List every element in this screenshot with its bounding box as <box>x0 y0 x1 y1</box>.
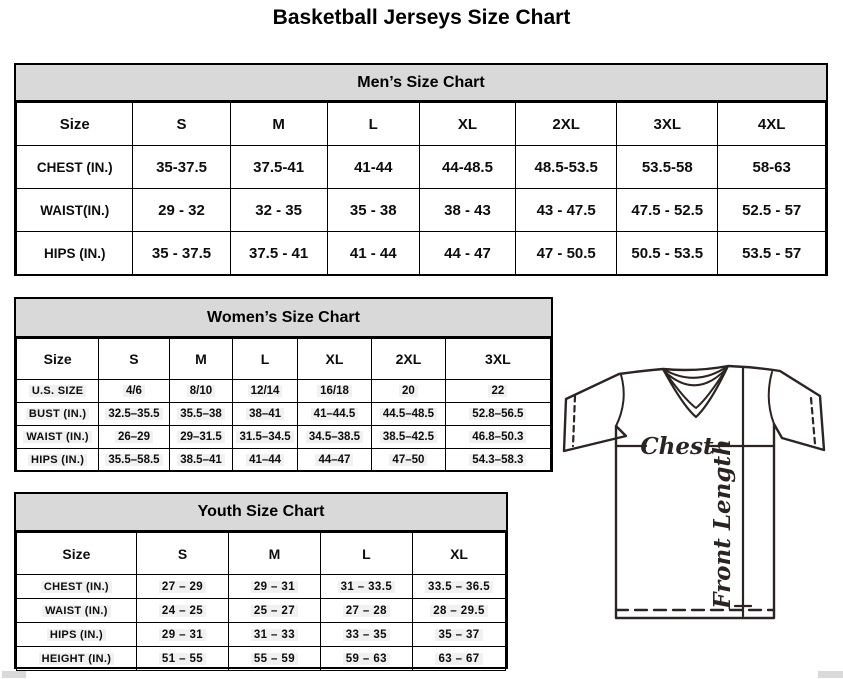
mens-measure-row <box>17 146 826 189</box>
youth-value-cell: 29 – 31 <box>229 575 320 599</box>
youth-column-header: L <box>320 533 412 575</box>
mens-row-label: CHEST (IN.) <box>17 146 133 189</box>
mens-value-cell: 44-48.5 <box>419 146 515 189</box>
youth-header-row <box>17 533 506 575</box>
mens-column-header: 3XL <box>617 103 718 146</box>
youth-value-cell: 27 – 29 <box>136 575 228 599</box>
womens-value-cell: 32.5–35.5 <box>99 403 169 426</box>
mens-value-cell: 41-44 <box>327 146 419 189</box>
womens-table <box>16 338 551 472</box>
mens-value-cell: 37.5-41 <box>230 146 327 189</box>
youth-value-cell: 55 – 59 <box>229 647 320 671</box>
womens-value-cell: 41–44 <box>233 449 298 472</box>
womens-value-cell: 47–50 <box>372 449 446 472</box>
womens-column-header: XL <box>297 339 371 380</box>
mens-table-host <box>16 102 826 275</box>
mens-value-cell: 38 - 43 <box>419 189 515 232</box>
womens-value-cell: 52.8–56.5 <box>445 403 550 426</box>
youth-value-cell: 51 – 55 <box>136 647 228 671</box>
mens-value-cell: 47.5 - 52.5 <box>617 189 718 232</box>
jersey-measurement-diagram <box>558 354 830 626</box>
womens-value-cell: 8/10 <box>169 380 233 403</box>
page-title: Basketball Jerseys Size Chart <box>272 6 571 29</box>
mens-column-header: 4XL <box>718 103 826 146</box>
youth-column-header: XL <box>413 533 506 575</box>
youth-value-cell: 25 – 27 <box>229 599 320 623</box>
womens-measure-row <box>17 403 551 426</box>
womens-column-header: 3XL <box>445 339 550 380</box>
mens-value-cell: 37.5 - 41 <box>230 232 327 275</box>
mens-value-cell: 41 - 44 <box>327 232 419 275</box>
youth-measure-row <box>17 623 506 647</box>
bottom-right-artifact <box>818 671 843 678</box>
womens-measure-row <box>17 449 551 472</box>
womens-row-label: U.S. SIZE <box>17 380 99 403</box>
youth-value-cell: 31 – 33.5 <box>320 575 412 599</box>
womens-value-cell: 54.3–58.3 <box>445 449 550 472</box>
youth-row-label: HIPS (IN.) <box>17 623 137 647</box>
womens-value-cell: 41–44.5 <box>297 403 371 426</box>
mens-value-cell: 50.5 - 53.5 <box>617 232 718 275</box>
mens-size-chart <box>14 63 828 276</box>
mens-column-header: S <box>133 103 230 146</box>
womens-row-label: WAIST (IN.) <box>17 426 99 449</box>
womens-column-header: 2XL <box>372 339 446 380</box>
womens-value-cell: 4/6 <box>99 380 169 403</box>
youth-value-cell: 27 – 28 <box>320 599 412 623</box>
youth-column-header: M <box>229 533 320 575</box>
mens-header-row <box>17 103 826 146</box>
mens-value-cell: 44 - 47 <box>419 232 515 275</box>
mens-column-header: 2XL <box>516 103 617 146</box>
youth-row-label: HEIGHT (IN.) <box>17 647 137 671</box>
jersey-outline <box>564 366 824 618</box>
youth-value-cell: 33 – 35 <box>320 623 412 647</box>
womens-value-cell: 22 <box>445 380 550 403</box>
womens-value-cell: 34.5–38.5 <box>297 426 371 449</box>
womens-value-cell: 44.5–48.5 <box>372 403 446 426</box>
mens-row-label: WAIST(IN.) <box>17 189 133 232</box>
youth-measure-row <box>17 575 506 599</box>
youth-column-header: Size <box>17 533 137 575</box>
womens-row-label: HIPS (IN.) <box>17 449 99 472</box>
mens-column-header: L <box>327 103 419 146</box>
youth-column-header: S <box>136 533 228 575</box>
womens-header-row <box>17 339 551 380</box>
womens-value-cell: 16/18 <box>297 380 371 403</box>
youth-value-cell: 24 – 25 <box>136 599 228 623</box>
mens-column-header: Size <box>17 103 133 146</box>
womens-value-cell: 46.8–50.3 <box>445 426 550 449</box>
youth-value-cell: 31 – 33 <box>229 623 320 647</box>
mens-measure-row <box>17 189 826 232</box>
womens-row-label: BUST (IN.) <box>17 403 99 426</box>
mens-value-cell: 53.5-58 <box>617 146 718 189</box>
mens-value-cell: 32 - 35 <box>230 189 327 232</box>
youth-value-cell: 29 – 31 <box>136 623 228 647</box>
youth-value-cell: 28 – 29.5 <box>413 599 506 623</box>
mens-value-cell: 58-63 <box>718 146 826 189</box>
womens-column-header: S <box>99 339 169 380</box>
mens-value-cell: 35 - 37.5 <box>133 232 230 275</box>
womens-measure-row <box>17 380 551 403</box>
womens-column-header: M <box>169 339 233 380</box>
front-length-label: Front Length <box>709 439 736 609</box>
womens-value-cell: 20 <box>372 380 446 403</box>
mens-value-cell: 35 - 38 <box>327 189 419 232</box>
mens-value-cell: 35-37.5 <box>133 146 230 189</box>
mens-value-cell: 52.5 - 57 <box>718 189 826 232</box>
womens-value-cell: 38.5–42.5 <box>372 426 446 449</box>
youth-value-cell: 63 – 67 <box>413 647 506 671</box>
chest-label: Chest <box>640 433 714 460</box>
youth-size-chart <box>14 492 508 669</box>
mens-table <box>16 102 826 275</box>
womens-measure-row <box>17 426 551 449</box>
womens-value-cell: 31.5–34.5 <box>233 426 298 449</box>
womens-table-host <box>16 338 551 472</box>
womens-value-cell: 35.5–58.5 <box>99 449 169 472</box>
bottom-left-artifact <box>2 671 26 678</box>
youth-chart-title: Youth Size Chart <box>16 494 506 532</box>
youth-value-cell: 35 – 37 <box>413 623 506 647</box>
womens-size-chart <box>14 297 553 472</box>
youth-table <box>16 532 506 671</box>
mens-value-cell: 47 - 50.5 <box>516 232 617 275</box>
womens-column-header: L <box>233 339 298 380</box>
youth-row-label: CHEST (IN.) <box>17 575 137 599</box>
youth-row-label: WAIST (IN.) <box>17 599 137 623</box>
mens-row-label: HIPS (IN.) <box>17 232 133 275</box>
womens-value-cell: 35.5–38 <box>169 403 233 426</box>
mens-chart-title: Men’s Size Chart <box>16 65 826 102</box>
youth-measure-row <box>17 599 506 623</box>
mens-value-cell: 43 - 47.5 <box>516 189 617 232</box>
womens-chart-title: Women’s Size Chart <box>16 299 551 338</box>
youth-value-cell: 59 – 63 <box>320 647 412 671</box>
womens-value-cell: 38–41 <box>233 403 298 426</box>
womens-value-cell: 44–47 <box>297 449 371 472</box>
mens-column-header: XL <box>419 103 515 146</box>
womens-value-cell: 29–31.5 <box>169 426 233 449</box>
youth-measure-row <box>17 647 506 671</box>
womens-value-cell: 38.5–41 <box>169 449 233 472</box>
mens-measure-row <box>17 232 826 275</box>
womens-column-header: Size <box>17 339 99 380</box>
mens-column-header: M <box>230 103 327 146</box>
youth-value-cell: 33.5 – 36.5 <box>413 575 506 599</box>
womens-value-cell: 26–29 <box>99 426 169 449</box>
youth-table-host <box>16 532 506 671</box>
mens-value-cell: 29 - 32 <box>133 189 230 232</box>
mens-value-cell: 53.5 - 57 <box>718 232 826 275</box>
mens-value-cell: 48.5-53.5 <box>516 146 617 189</box>
womens-value-cell: 12/14 <box>233 380 298 403</box>
